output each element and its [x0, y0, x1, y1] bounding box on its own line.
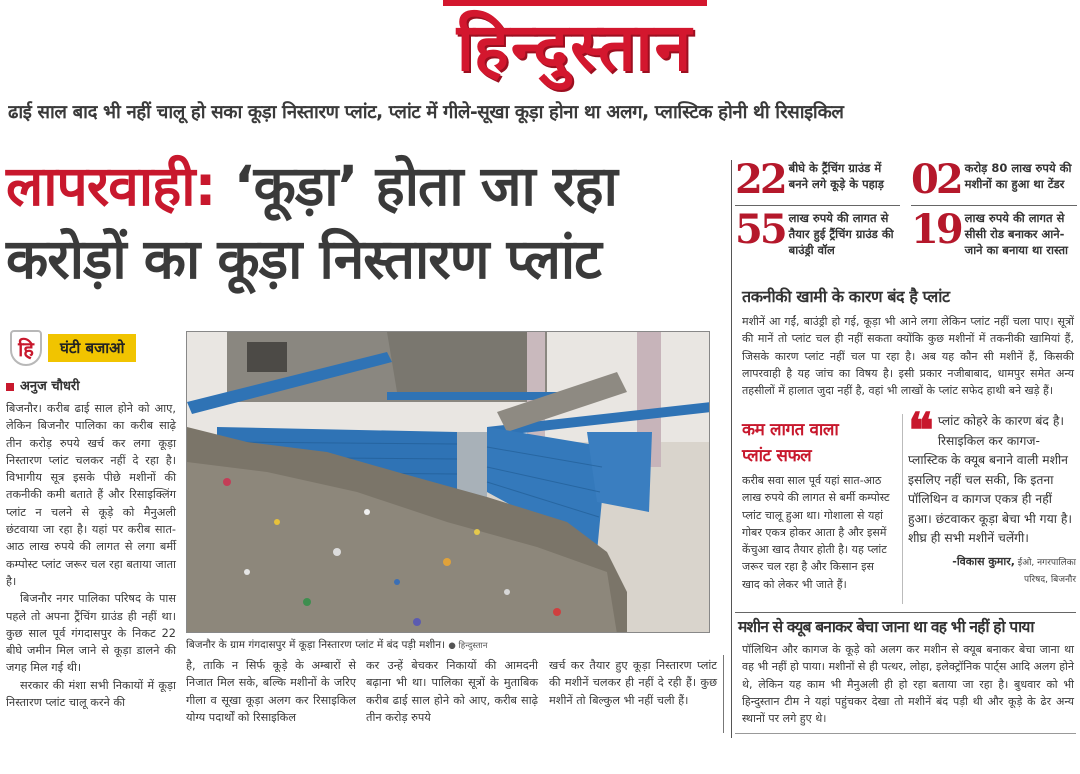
section-body-low-cost: करीब सवा साल पूर्व यहां सात-आठ लाख रुपये की लागत से बर्मी कम्पोस्ट प्लांट चालू हुआ था। गोशाला से यहां गोबर एकत्र होकर आता है और इसमें केंचुआ खाद तैयार होती है। यह प्लांट जरूर चल रहा है और किसान इस खाद को लेकर भी जाते हैं। — [742, 474, 890, 591]
kicker-subheadline: ढाई साल बाद भी नहीं चालू हो सका कूड़ा निस्तारण प्लांट, प्लांट में गीले-सूखा कूड़ा होना था अलग, प्लास्टिक होनी थी रिसाइकिल — [8, 102, 844, 123]
stat-text: बीघे के ट्रैंचिंग ग्राउंड में — [788, 161, 882, 175]
stat-text: बाउंड्री वॉल — [788, 243, 835, 257]
stat-text: बनने लगे कूड़े के पहाड़ — [788, 177, 884, 191]
hindustan-shield-icon: हि — [10, 330, 42, 366]
stat-text: करोड़ 80 लाख रुपये की — [964, 161, 1072, 175]
main-headline — [6, 150, 721, 296]
photo-credit: ● हिन्दुस्तान — [448, 641, 488, 651]
quote-signature: -विकास कुमार, ईओ, नगरपालिका परिषद, बिजनौर — [952, 554, 1076, 585]
stat-number: 55 — [735, 206, 785, 253]
stat-number: 22 — [735, 156, 785, 203]
stat-text: सीसी रोड बनाकर आने- — [964, 227, 1065, 241]
headline-line2: करोड़ों का कूड़ा निस्तारण प्लांट — [6, 227, 601, 291]
section-body-cube: पॉलिथिन और कागज के कूड़े को अलग कर मशीन से क्यूब बनाकर बेचा जाना था वह भी नहीं हो पाया। मशीनों से ही पत्थर, लोहा, इलेक्ट्रॉनिक पार्ट्स आदि अलग होने थे, लेकिन यह काम भी मैनुअली ही हो रहा बताया जा रहा है। बुधवार को भी हिन्दुस्तान टीम ने यहां पहुंचकर देखा तो मशीनें बंद पड़ी थी और कूड़े के ढेर अन्य स्थानों पर लगे हुए थे। — [742, 643, 1074, 726]
section-heading-tech: तकनीकी खामी के कारण बंद है प्लांट — [742, 287, 950, 306]
garbage-plant-illustration — [187, 332, 710, 633]
section-heading-cube: मशीन से क्यूब बनाकर बेचा जाना था वह भी नहीं हो पाया — [738, 618, 1034, 636]
box-divider — [902, 414, 903, 604]
section-heading-low-cost: कम लागत वाला प्लांट सफल — [742, 420, 839, 466]
stat-item — [735, 206, 894, 258]
story-col1: बिजनौर। करीब ढाई साल होने को आए, लेकिन बिजनौर पालिका का करीब साढ़े तीन करोड़ रुपये खर्च कर लगा कूड़ा निस्तारण प्लांट चलकर नहीं दे रहा है। विभागीय सूत्र इसके पीछे मशीनों की तकनीकी कमी बताते हैं और रिसाइक्लिंग प्लांट न चलने से कूड़े को मैनुअली छंटवाया जा रहा है। यहां पर करीब सात-आठ लाख रुपये की लागत से लगा बर्मी कम्पोस्ट प्लांट जरूर चल रहा बताया जाता है। बिजनौर नगर पालिका परिषद के पास पहले तो अपना ट्रैंचिंग ग्राउंड ही नहीं था। कुछ साल पूर्व गंगदासपुर के निकट 22 बीघे जमीन मिल जाने से कूड़ा डालने की जगह मिल गई थी। सरकार की मंशा सभी निकायों में कूड़ा निस्तारण प्लांट चालू करने की — [6, 402, 176, 710]
story-col4: खर्च कर तैयार हुए कूड़ा निस्तारण प्लांट की मशीनें चलकर ही नहीं दे रही हैं। कुछ मशीनें तो बिल्कुल भी नहीं चली हैं। — [549, 659, 717, 707]
newspaper-logo: हिन्दुस्तान — [443, 0, 708, 90]
stat-text: तैयार हुई ट्रैंचिंग ग्राउंड की — [788, 227, 894, 241]
column-badge — [10, 330, 160, 366]
story-col2: है, ताकि न सिर्फ कूड़े के अम्बारों से निजात मिल सके, बल्कि मशीनों के जरिए गीला व सूखा कूड़ा अलग कर रिसाइकिल योग्य पदार्थों को रिसाइकिल — [186, 659, 356, 724]
section-divider — [735, 733, 1076, 734]
story-col3: कर उन्हें बेचकर निकायों की आमदनी बढ़ाना भी था। पालिका सूत्रों के मुताबिक करीब ढाई साल होने को आए, करीब साढ़े तीन करोड़ रुपये — [366, 659, 538, 724]
stat-text: लाख रुपये की लागत से — [964, 211, 1065, 225]
stat-item — [735, 156, 884, 203]
photo-caption: बिजनौर के ग्राम गंगदासपुर में कूड़ा निस्तारण प्लांट में बंद पड़ी मशीन। ● हिन्दुस्तान — [186, 639, 488, 651]
official-quote — [908, 403, 1076, 589]
quote-author: -विकास कुमार, — [952, 554, 1015, 568]
column-divider — [731, 160, 732, 738]
bullet-square-icon — [6, 383, 14, 391]
stat-text: लाख रुपये की लागत से — [788, 211, 889, 225]
news-photo-garbage-plant — [186, 331, 710, 633]
section-body-tech: मशीनें आ गईं, बाउंड्री हो गई, कूड़ा भी आने लगा लेकिन प्लांट नहीं चला पाए। सूत्रों की मानें तो प्लांट चल ही नहीं सकता क्योंकि कुछ मशीनों में तकनीकी खामियां हैं, जिसके कारण प्लांट नहीं चल पा रहा है। अब यह कौन सी मशीनें हैं, किसकी लापरवाही है यह जांच का विषय है। इसी प्रकार नजीबाबाद, धामपुर समेत अन्य तहसीलों में हालात जुदा नहीं है, वहां भी लाखों के प्लांट सफेद हाथी बने खड़े हैं। — [742, 315, 1074, 398]
stat-item — [911, 206, 1068, 258]
stat-number: 02 — [911, 156, 961, 203]
badge-label: घंटी बजाओ — [48, 334, 136, 362]
byline: अनुज चौधरी — [6, 378, 80, 396]
stats-box — [735, 156, 1080, 280]
stat-text: मशीनों का हुआ था टेंडर — [964, 177, 1065, 191]
stat-item — [911, 156, 1072, 203]
section-divider — [735, 612, 1076, 613]
stat-number: 19 — [911, 206, 961, 253]
column-divider — [723, 655, 724, 733]
headline-line1: ‘कूड़ा’ होता जा रहा — [215, 154, 617, 218]
masthead — [0, 0, 1080, 92]
quote-body: प्लांट कोहरे के कारण बंद है। रिसाइकिल कर कागज-प्लास्टिक के क्यूब बनाने वाली मशीन इसलिए नहीं चल सकी, कि इतना पॉलिथिन व कागज एकत्र ही नहीं हुआ। छंटवाकर कूड़ा बेचा भी गया है। शीघ्र ही सभी मशीनें चलेंगी। — [908, 414, 1073, 545]
headline-prefix: लापरवाही: — [6, 154, 216, 218]
quote-icon: ❝ — [908, 403, 934, 459]
stat-text: जाने का बनाया था रास्ता — [964, 243, 1068, 257]
